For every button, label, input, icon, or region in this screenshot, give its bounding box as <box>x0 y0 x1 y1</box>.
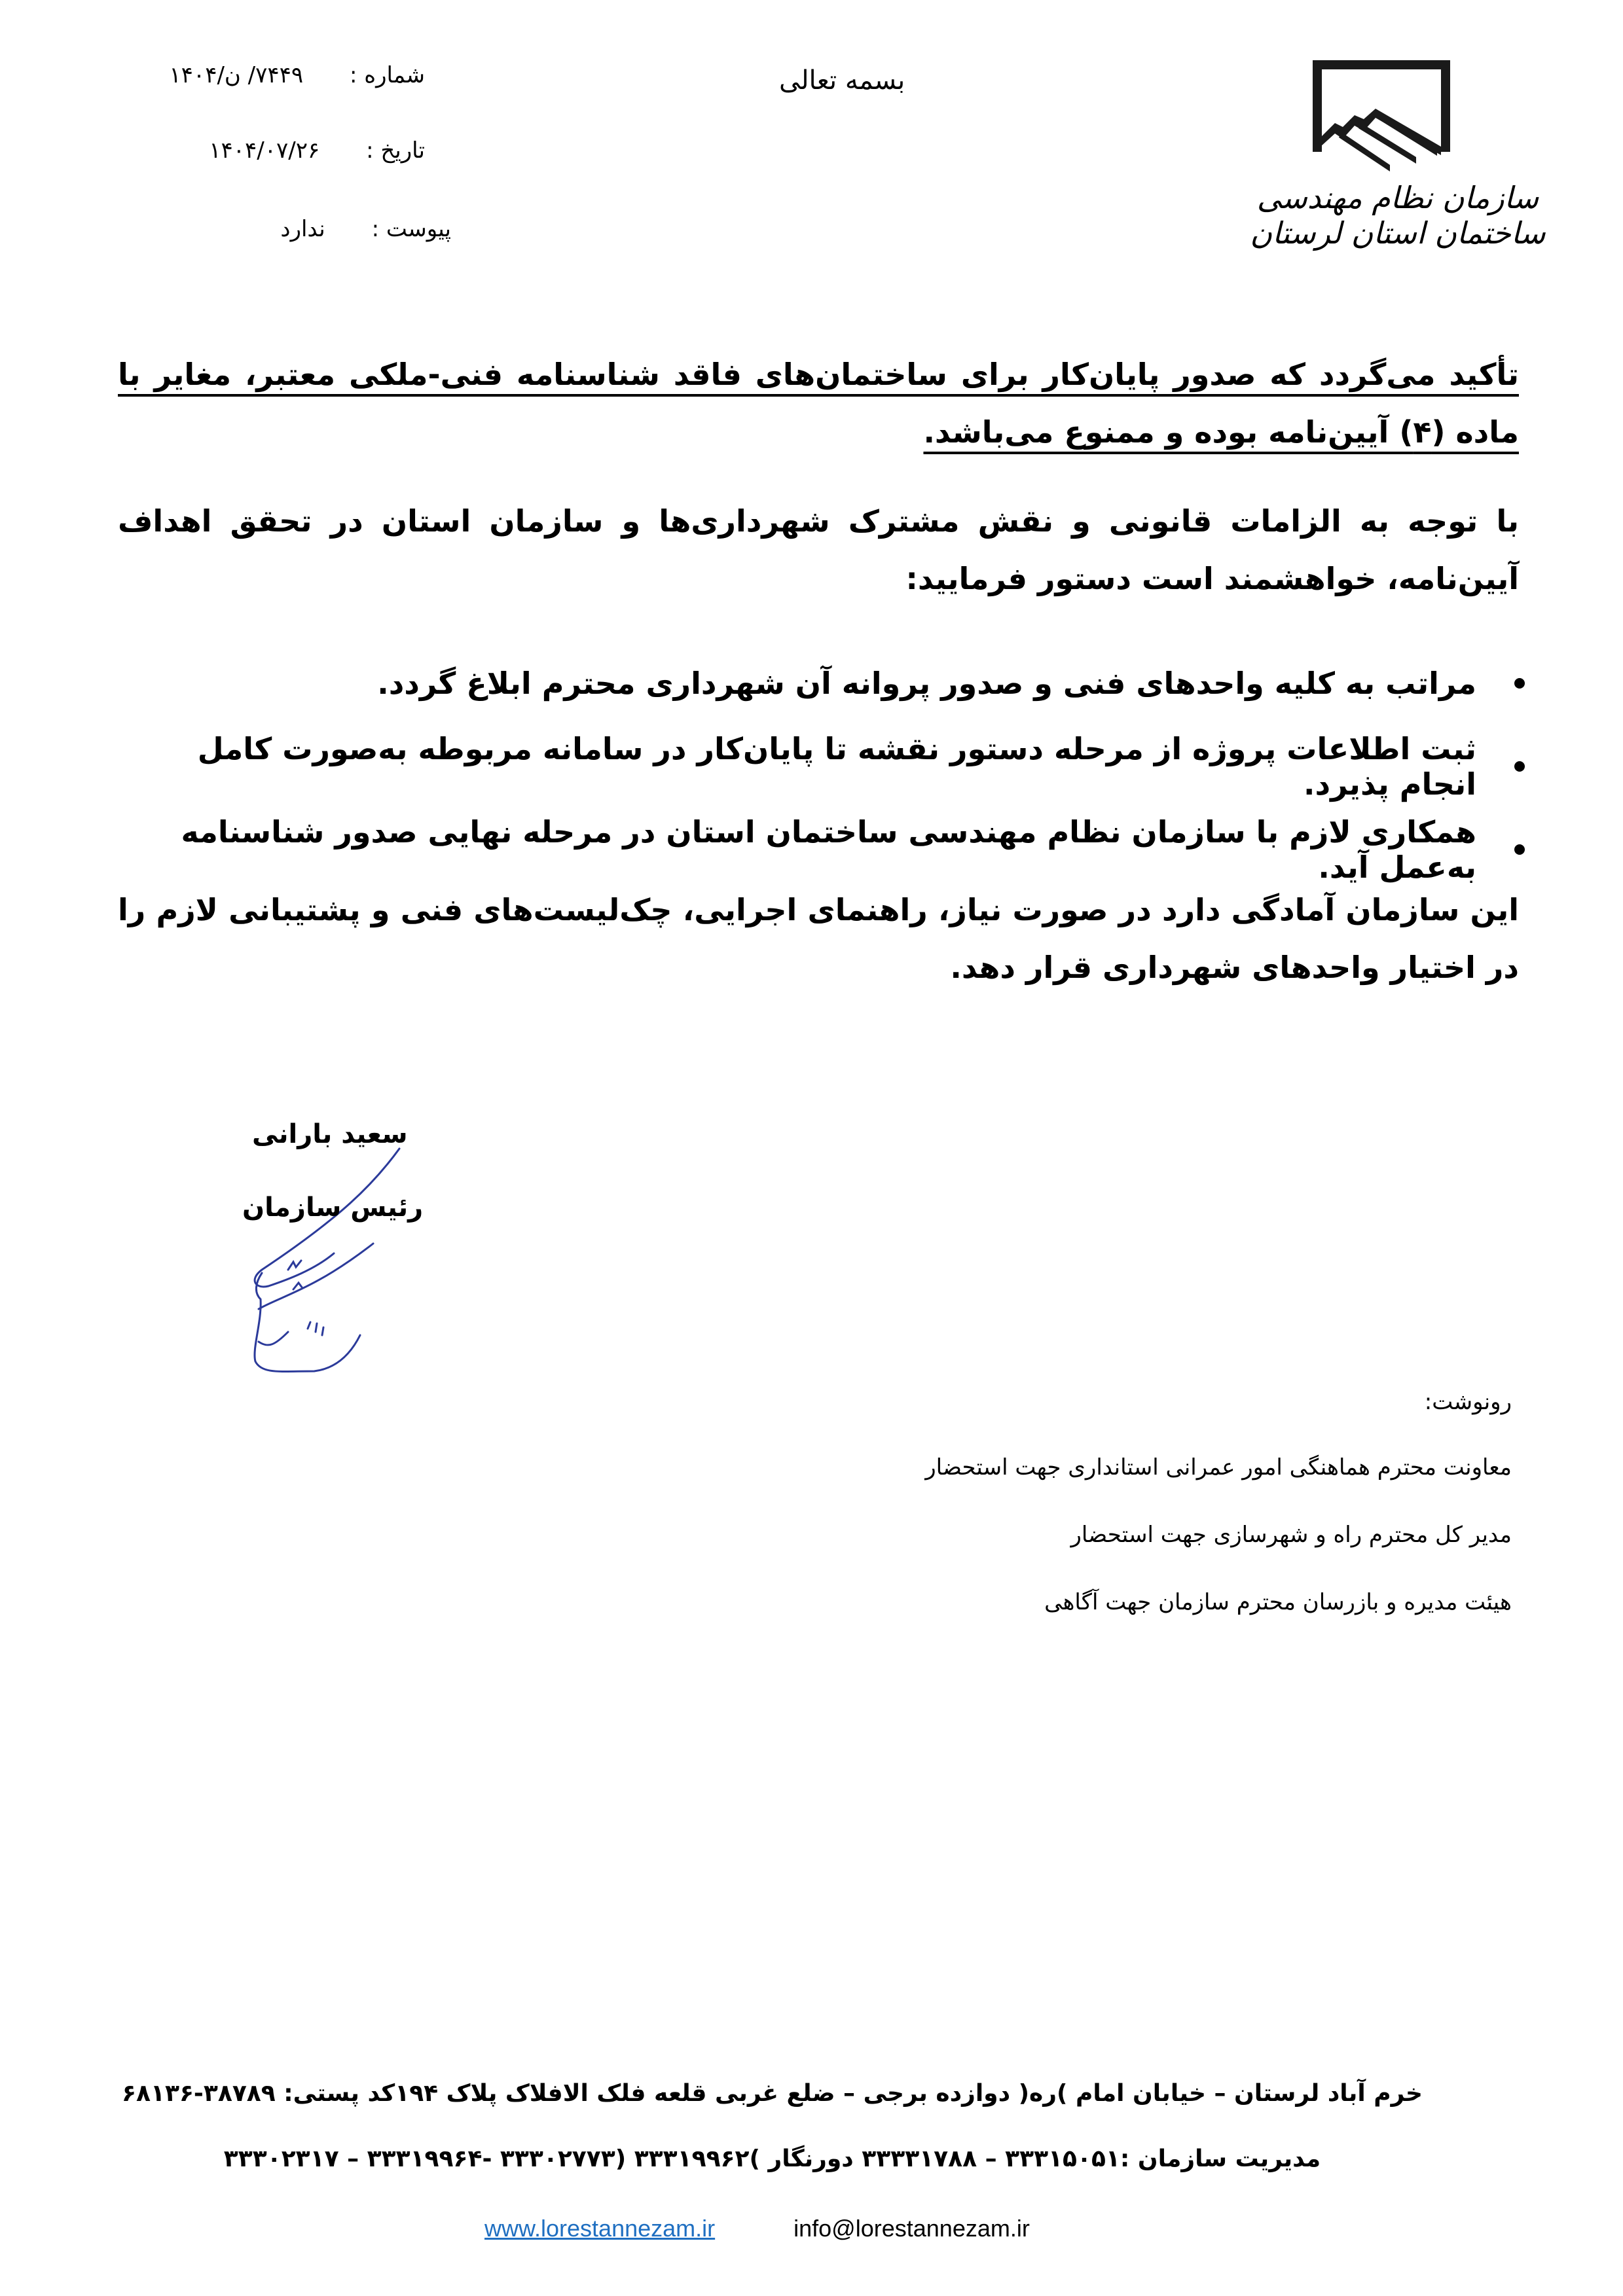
letter-date-label: تاریخ : <box>366 137 425 164</box>
list-item <box>150 641 1525 725</box>
cc-recipient: مدیر کل محترم راه و شهرسازی جهت استحضار <box>1070 1522 1512 1548</box>
list-item-text: مراتب به کلیه واحدهای فنی و صدور پروانه آن شهرداری محترم ابلاغ گردد. <box>377 665 1476 701</box>
email-address[interactable]: info@lorestannezam.ir <box>793 2215 1030 2242</box>
letter-date-value: ۱۴۰۴/۰۷/۲۶ <box>209 137 320 164</box>
bullet-icon <box>1514 678 1525 689</box>
footer-address: خرم آباد لرستان – خیابان امام )ره( دوازده برجی – ضلع غربی قلعه فلک الافلاک پلاک ۱۹۴کد پستی: ۳۸۷۸۹-۶۸۱۳۶ <box>122 2080 1423 2107</box>
letter-date <box>209 137 425 164</box>
website-link[interactable]: www.lorestannezam.ir <box>484 2215 716 2242</box>
letter-number <box>169 62 425 88</box>
list-item-text: ثبت اطلاعات پروژه از مرحله دستور نقشه تا پایان‌کار در سامانه مربوطه به‌صورت کامل انجام پذیرد. <box>197 730 1476 802</box>
paragraph-emphasis <box>118 346 1519 461</box>
list-item <box>150 725 1525 808</box>
footer-links <box>484 2215 1030 2242</box>
emphasis-text: تأکید می‌گردد که صدور پایان‌کار برای ساختمان‌های فاقد شناسنامه فنی-ملکی معتبر، مغایر با ماده (۴) آیین‌نامه بوده و ممنوع می‌باشد. <box>118 357 1519 450</box>
bullet-icon <box>1514 844 1525 855</box>
letter-number-label: شماره : <box>350 62 425 88</box>
handwritten-signature-icon <box>242 1113 439 1374</box>
letter-attachment-value: ندارد <box>280 216 325 242</box>
letter-attachment-label: پیوست : <box>371 216 451 242</box>
building-roof-logo-icon <box>1313 60 1450 171</box>
signatory-name: سعید بارانی <box>252 1119 408 1149</box>
paragraph-request: با توجه به الزامات قانونی و نقش مشترک شهرداری‌ها و سازمان استان در تحقق اهداف آیین‌نامه، خواهشمند است دستور فرمایید: <box>118 503 1519 596</box>
letter-number-value: ۷۴۴۹/ ن/۱۴۰۴ <box>169 62 304 88</box>
footer-phones: مدیریت سازمان :۳۳۳۱۵۰۵۱ – ۳۳۳۳۱۷۸۸ دورنگار )۳۳۳۱۹۹۶۲ (۳۳۳۰۲۷۷۳ -۳۳۳۱۹۹۶۴ – ۳۳۳۰۲۳۱۷ <box>223 2145 1321 2172</box>
bismillah-heading: بسمه تعالی <box>779 65 905 96</box>
signatory-title: رئیس سازمان <box>242 1193 424 1223</box>
paragraph-support: این سازمان آمادگی دارد در صورت نیاز، راهنمای اجرایی، چک‌لیست‌های فنی و پشتیبانی لازم را در اختیار واحدهای شهرداری قرار دهد. <box>118 892 1519 985</box>
cc-recipient: هیئت مدیره و بازرسان محترم سازمان جهت آگاهی <box>1044 1589 1512 1615</box>
letter-attachment <box>280 216 451 242</box>
organization-name: سازمان نظام مهندسی ساختمان استان لرستان <box>1250 180 1546 251</box>
list-item-text: همکاری لازم با سازمان نظام مهندسی ساختمان استان در مرحله نهایی صدور شناسنامه به‌عمل آید. <box>181 814 1476 885</box>
cc-heading: رونوشت: <box>1424 1389 1512 1415</box>
instruction-list <box>150 641 1525 891</box>
bullet-icon <box>1514 761 1525 772</box>
cc-recipient: معاونت محترم هماهنگی امور عمرانی استانداری جهت استحضار <box>925 1454 1512 1480</box>
list-item <box>150 808 1525 891</box>
